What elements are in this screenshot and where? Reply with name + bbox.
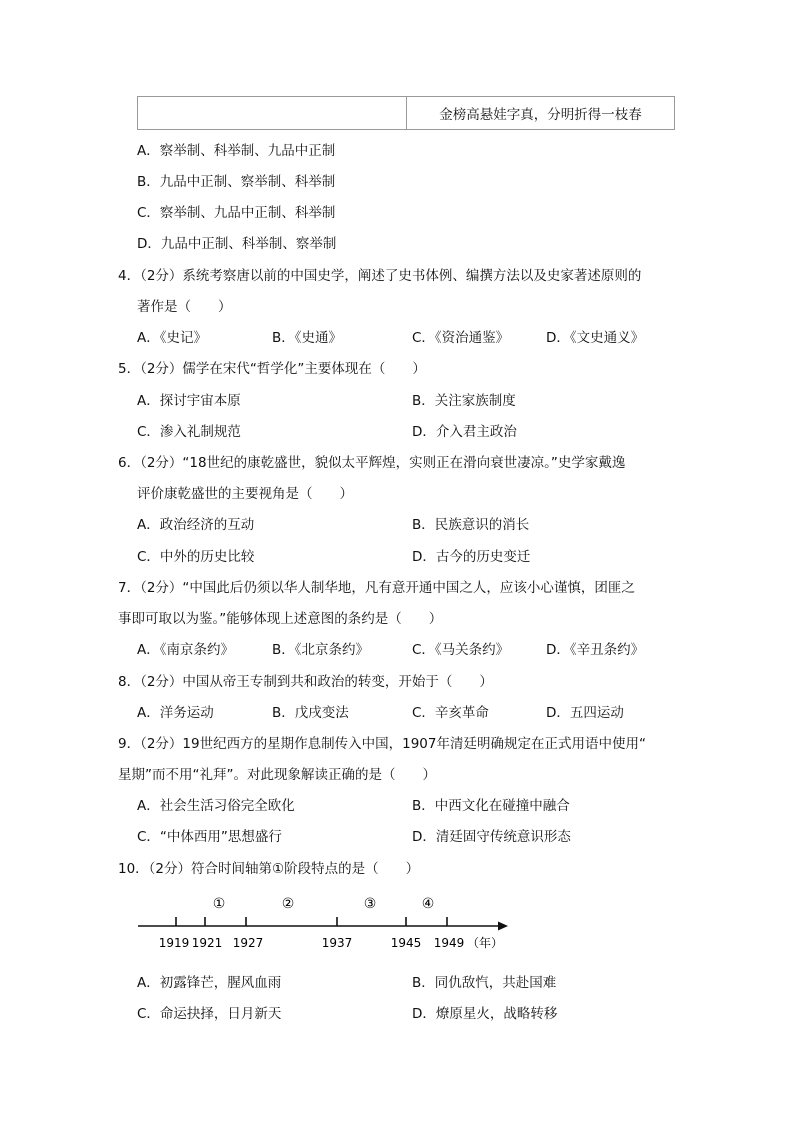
- timeline-year-label: 1949: [433, 936, 465, 950]
- q5-option-b[interactable]: B．关注家族制度: [412, 393, 516, 409]
- q7-option-c[interactable]: C．《马关条约》: [412, 642, 510, 658]
- timeline-year-label: 1945: [390, 936, 422, 950]
- q5-option-c[interactable]: C．渗入礼制规范: [137, 424, 241, 440]
- q6-stem-line2: 评价康乾盛世的主要视角是（ ）: [137, 486, 353, 502]
- q6-option-b[interactable]: B．民族意识的消长: [412, 517, 530, 533]
- q10-option-a[interactable]: A．初露锋芒，腥风血雨: [137, 975, 282, 991]
- q10-option-c[interactable]: C．命运抉择，日月新天: [137, 1006, 282, 1022]
- q4-option-a[interactable]: A．《史记》: [137, 330, 207, 346]
- q4-option-b[interactable]: B．《史通》: [272, 330, 343, 346]
- timeline-stage-4: ④: [421, 896, 435, 912]
- timeline-year-label: 1921: [191, 936, 223, 950]
- timeline-stage-2: ②: [281, 896, 295, 912]
- q10-option-b[interactable]: B．同仇敌忾，共赴国难: [412, 975, 557, 991]
- q10-stem: 10．（2分）符合时间轴第①阶段特点的是（ ）: [118, 861, 420, 877]
- timeline-arrow-head: [498, 922, 508, 931]
- q4-option-d[interactable]: D．《文史通义》: [546, 330, 645, 346]
- q8-option-a[interactable]: A．洋务运动: [137, 705, 214, 721]
- q8-option-b[interactable]: B．戊戌变法: [272, 705, 349, 721]
- timeline-figure: [136, 890, 516, 952]
- timeline-year-label: 1919: [158, 936, 190, 950]
- q9-option-c[interactable]: C．“中体西用”思想盛行: [137, 829, 282, 845]
- q4-stem-line1: 4．（2分）系统考察唐以前的中国史学，阐述了史书体例、编撰方法以及史家著述原则的: [118, 268, 642, 284]
- q3-option-d[interactable]: D．九品中正制、科举制、察举制: [137, 236, 337, 252]
- q7-option-a[interactable]: A．《南京条约》: [137, 642, 234, 658]
- q6-option-c[interactable]: C．中外的历史比较: [137, 549, 255, 565]
- q5-option-a[interactable]: A．探讨宇宙本原: [137, 393, 241, 409]
- q10-option-d[interactable]: D．燎原星火，战略转移: [412, 1006, 558, 1022]
- q8-option-c[interactable]: C．辛亥革命: [412, 705, 489, 721]
- q8-stem: 8．（2分）中国从帝王专制到共和政治的转变，开始于（ ）: [118, 674, 493, 690]
- q4-stem-line2: 著作是（ ）: [137, 299, 232, 315]
- q7-option-d[interactable]: D．《辛丑条约》: [546, 642, 645, 658]
- q5-option-d[interactable]: D．介入君主政治: [412, 424, 517, 440]
- table-cell-left: [138, 97, 407, 129]
- timeline-stage-3: ③: [363, 896, 377, 912]
- q3-option-b[interactable]: B．九品中正制、察举制、科举制: [137, 174, 336, 190]
- q9-stem-line1: 9．（2分）19世纪西方的星期作息制传入中国，1907年清廷明确规定在正式用语中使用“: [118, 736, 646, 752]
- q8-option-d[interactable]: D．五四运动: [546, 705, 624, 721]
- q7-stem-line2: 事即可取以为鉴。”能够体现上述意图的条约是（ ）: [118, 611, 443, 627]
- q9-option-d[interactable]: D．清廷固守传统意识形态: [412, 829, 571, 845]
- q5-stem: 5．（2分）儒学在宋代“哲学化”主要体现在（ ）: [118, 361, 426, 377]
- timeline-unit-label: （年）: [467, 936, 504, 950]
- q7-stem-line1: 7．（2分）“中国此后仍须以华人制华地，凡有意开通中国之人，应该小心谨慎，团匪之: [118, 580, 635, 596]
- q6-stem-line1: 6．（2分）“18世纪的康乾盛世，貌似太平辉煌，实则正在滑向衰世凄凉。”史学家戴逸: [118, 455, 626, 471]
- q9-stem-line2: 星期”而不用“礼拜”。对此现象解读正确的是（ ）: [118, 767, 436, 783]
- q4-option-c[interactable]: C．《资治通鉴》: [412, 330, 510, 346]
- poem-table: [137, 96, 675, 130]
- q6-option-d[interactable]: D．古今的历史变迁: [412, 549, 531, 565]
- timeline-year-label: 1937: [321, 936, 353, 950]
- q7-option-b[interactable]: B．《北京条约》: [272, 642, 370, 658]
- timeline-stage-1: ①: [212, 896, 226, 912]
- timeline-year-label: 1927: [232, 936, 264, 950]
- q9-option-a[interactable]: A．社会生活习俗完全欧化: [137, 798, 295, 814]
- table-cell-right: [407, 97, 674, 129]
- q3-option-a[interactable]: A．察举制、科举制、九品中正制: [137, 143, 336, 159]
- q3-option-c[interactable]: C．察举制、九品中正制、科举制: [137, 205, 336, 221]
- q9-option-b[interactable]: B．中西文化在碰撞中融合: [412, 798, 570, 814]
- table-cell-text: 金榜高悬娃字真，分明折得一枝春: [439, 107, 642, 123]
- q6-option-a[interactable]: A．政治经济的互动: [137, 517, 255, 533]
